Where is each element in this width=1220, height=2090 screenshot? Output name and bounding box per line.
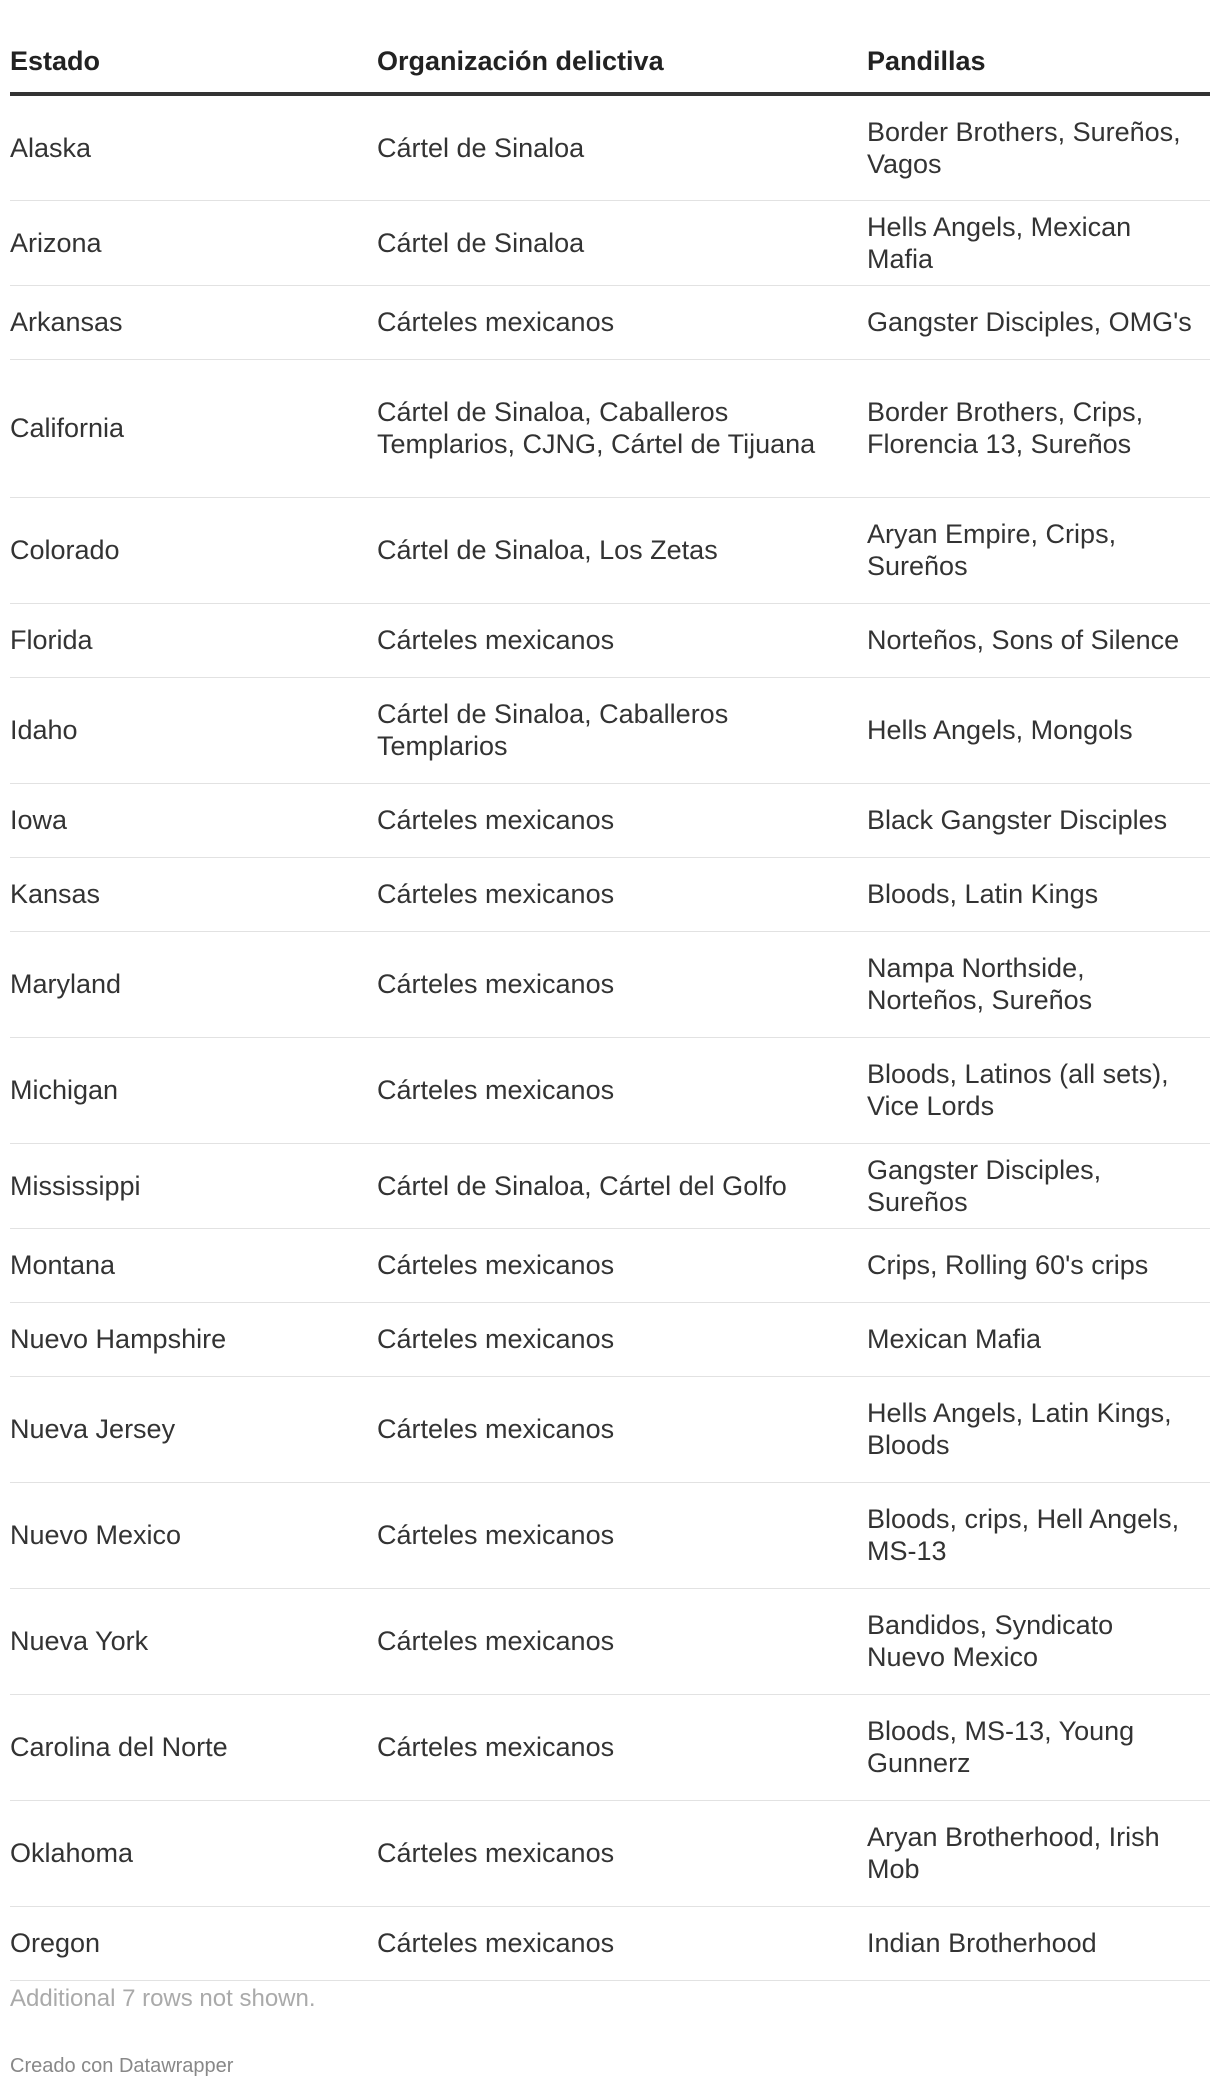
table-row [10,1588,1210,1694]
cell-organizacion: Cárteles mexicanos [377,1228,867,1302]
table-row [10,497,1210,603]
cell-estado: Nuevo Hampshire [10,1302,377,1376]
cell-organizacion: Cárteles mexicanos [377,783,867,857]
table-row [10,1302,1210,1376]
cell-pandillas: Gangster Disciples, OMG's [867,285,1210,359]
cell-organizacion: Cárteles mexicanos [377,1906,867,1980]
cell-estado: Oklahoma [10,1800,377,1906]
table-row [10,677,1210,783]
table-row [10,603,1210,677]
cell-organizacion: Cártel de Sinaloa, Caballeros Templarios, CJNG, Cártel de Tijuana [377,359,867,497]
cell-organizacion: Cárteles mexicanos [377,285,867,359]
cell-estado: Arizona [10,200,377,285]
cell-estado: Oregon [10,1906,377,1980]
cell-organizacion: Cárteles mexicanos [377,1694,867,1800]
cell-estado: California [10,359,377,497]
cell-organizacion: Cártel de Sinaloa [377,94,867,200]
cell-organizacion: Cárteles mexicanos [377,931,867,1037]
cell-organizacion: Cárteles mexicanos [377,603,867,677]
table-row [10,1143,1210,1228]
cell-pandillas: Black Gangster Disciples [867,783,1210,857]
cell-organizacion: Cártel de Sinaloa, Caballeros Templarios [377,677,867,783]
cell-pandillas: Crips, Rolling 60's crips [867,1228,1210,1302]
cell-estado: Arkansas [10,285,377,359]
table-header [10,30,1210,94]
table-row [10,1906,1210,1980]
cell-pandillas: Bandidos, Syndicato Nuevo Mexico [867,1588,1210,1694]
cell-pandillas: Bloods, crips, Hell Angels, MS-13 [867,1482,1210,1588]
cell-estado: Alaska [10,94,377,200]
table-row [10,200,1210,285]
datawrapper-credit-link[interactable]: Creado con Datawrapper [10,2055,234,2077]
cell-pandillas: Hells Angels, Mongols [867,677,1210,783]
column-header-organizacion[interactable]: Organización delictiva [377,30,867,94]
cell-pandillas: Mexican Mafia [867,1302,1210,1376]
table-row [10,1228,1210,1302]
cell-pandillas: Aryan Empire, Crips, Sureños [867,497,1210,603]
cell-organizacion: Cártel de Sinaloa, Los Zetas [377,497,867,603]
cell-organizacion: Cártel de Sinaloa, Cártel del Golfo [377,1143,867,1228]
table-notes: Additional 7 rows not shown. [10,1985,316,2012]
cell-estado: Maryland [10,931,377,1037]
cell-organizacion: Cárteles mexicanos [377,1588,867,1694]
table-row [10,931,1210,1037]
cell-estado: Nuevo Mexico [10,1482,377,1588]
cell-pandillas: Indian Brotherhood [867,1906,1210,1980]
cell-organizacion: Cárteles mexicanos [377,1800,867,1906]
cell-organizacion: Cártel de Sinaloa [377,200,867,285]
cell-pandillas: Bloods, Latin Kings [867,857,1210,931]
cell-organizacion: Cárteles mexicanos [377,857,867,931]
cell-estado: Iowa [10,783,377,857]
table-row [10,783,1210,857]
cell-estado: Montana [10,1228,377,1302]
header-row [10,30,1210,94]
cell-estado: Nueva York [10,1588,377,1694]
column-header-estado[interactable]: Estado [10,30,377,94]
table-row [10,285,1210,359]
cell-organizacion: Cárteles mexicanos [377,1376,867,1482]
cell-pandillas: Bloods, MS-13, Young Gunnerz [867,1694,1210,1800]
cell-estado: Michigan [10,1037,377,1143]
table-row [10,1482,1210,1588]
cell-pandillas: Border Brothers, Sureños, Vagos [867,94,1210,200]
cell-pandillas: Norteños, Sons of Silence [867,603,1210,677]
cell-organizacion: Cárteles mexicanos [377,1037,867,1143]
column-header-pandillas[interactable]: Pandillas [867,30,1210,94]
table-row [10,359,1210,497]
cell-pandillas: Border Brothers, Crips, Florencia 13, Sureños [867,359,1210,497]
table-row [10,1800,1210,1906]
cell-pandillas: Gangster Disciples, Sureños [867,1143,1210,1228]
data-table [10,30,1210,1981]
table-row [10,857,1210,931]
cell-estado: Florida [10,603,377,677]
cell-organizacion: Cárteles mexicanos [377,1482,867,1588]
cell-estado: Kansas [10,857,377,931]
cell-pandillas: Nampa Northside, Norteños, Sureños [867,931,1210,1037]
data-table-container [10,30,1210,1981]
table-body [10,94,1210,1980]
cell-estado: Carolina del Norte [10,1694,377,1800]
cell-estado: Mississippi [10,1143,377,1228]
table-row [10,94,1210,200]
table-row [10,1037,1210,1143]
cell-pandillas: Bloods, Latinos (all sets), Vice Lords [867,1037,1210,1143]
cell-estado: Idaho [10,677,377,783]
cell-estado: Nueva Jersey [10,1376,377,1482]
table-row [10,1694,1210,1800]
cell-pandillas: Hells Angels, Latin Kings, Bloods [867,1376,1210,1482]
cell-estado: Colorado [10,497,377,603]
table-row [10,1376,1210,1482]
cell-pandillas: Aryan Brotherhood, Irish Mob [867,1800,1210,1906]
cell-organizacion: Cárteles mexicanos [377,1302,867,1376]
cell-pandillas: Hells Angels, Mexican Mafia [867,200,1210,285]
